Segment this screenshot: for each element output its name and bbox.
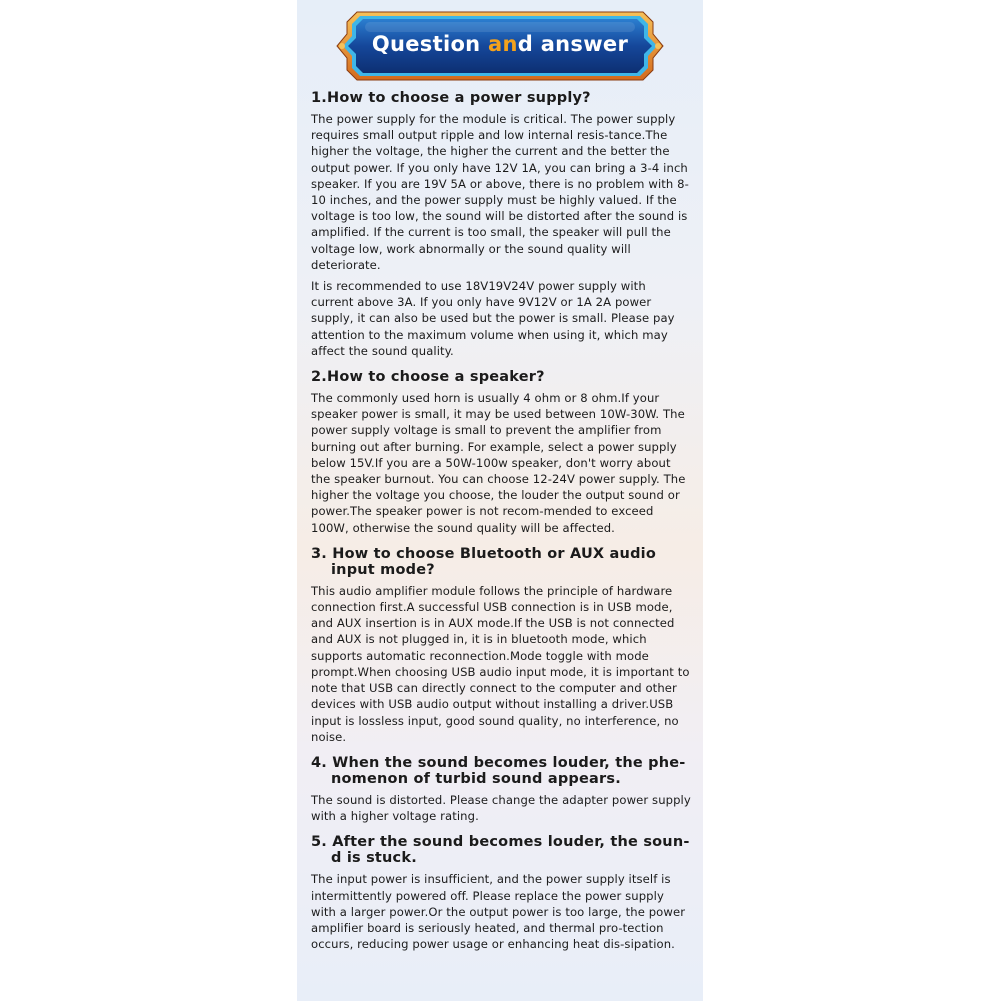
question-heading-2: 2.How to choose a speaker? [311, 369, 545, 386]
question-heading-5: 5. After the sound becomes louder, the soun-d is stuck. [311, 834, 690, 867]
qa-panel [297, 0, 703, 1001]
answer-paragraph-2: The commonly used horn is usually 4 ohm or 8 ohm.If your speaker power is small, it may be used between 10W-30W. The power supply voltage is small to prevent the amplifier from burning out after burning. For example, select a power supply below 15V.If you are a 50W-100w speaker, don't worry about the speaker burnout. You can choose 12-24V power supply. The higher the voltage you choose, the louder the output sound or power.The speaker power is not recom-mended to exceed 100W, otherwise the sound quality will be affected. [311, 391, 686, 535]
answer-paragraph-4: The sound is distorted. Please change the adapter power supply with a higher voltage rating. [311, 792, 691, 824]
banner-title: Question and answer [371, 32, 629, 56]
qa-content [311, 90, 691, 957]
question-heading-4: 4. When the sound becomes louder, the phe-nomenon of turbid sound appears. [311, 754, 686, 787]
answer-paragraph-5: The input power is insufficient, and the power supply itself is intermittently powered off. Please replace the power supply with a larger power.Or the output power is too large, the power amplifier board is seriously heated, and thermal pro-tection occurs, reducing power usage or enhancing heat dis-sipation. [311, 872, 686, 952]
answer-paragraph-3: This audio amplifier module follows the principle of hardware connection first.A successful USB connection is in USB mode, and AUX insertion is in AUX mode.If the USB is not connected and AUX is not plugged in, it is in bluetooth mode, which supports automatic reconnection.Mode toggle with mode prompt.When choosing USB audio input mode, it is important to note that USB can directly connect to the computer and other devices with USB audio output without installing a driver.USB input is lossless input, good sound quality, no interference, no noise. [311, 583, 690, 744]
question-heading-1: 1.How to choose a power supply? [311, 90, 591, 106]
title-banner [335, 10, 665, 82]
answer-paragraph-1b: It is recommended to use 18V19V24V power supply with current above 3A. If you only have 9V12V or 1A 2A power supply, it can also be used but the power is small. Please pay attention to the maximum volume when using it, which may affect the sound quality. [311, 279, 675, 358]
question-heading-3: 3. How to choose Bluetooth or AUX audio input mode? [311, 545, 656, 578]
answer-paragraph-1a: The power supply for the module is critical. The power supply requires small output ripple and low internal resis-tance.The higher the voltage, the higher the current and the better the output power. If you only have 12V 1A, you can bring a 3-4 inch speaker. If you are 19V 5A or above, there is no problem with 8-10 inches, and the power supply must be highly valued. If the voltage is too low, the sound will be distorted after the sound is amplified. If the current is too small, the speaker will pull the voltage low, work abnormally or the sound quality will deteriorate. [311, 112, 689, 272]
